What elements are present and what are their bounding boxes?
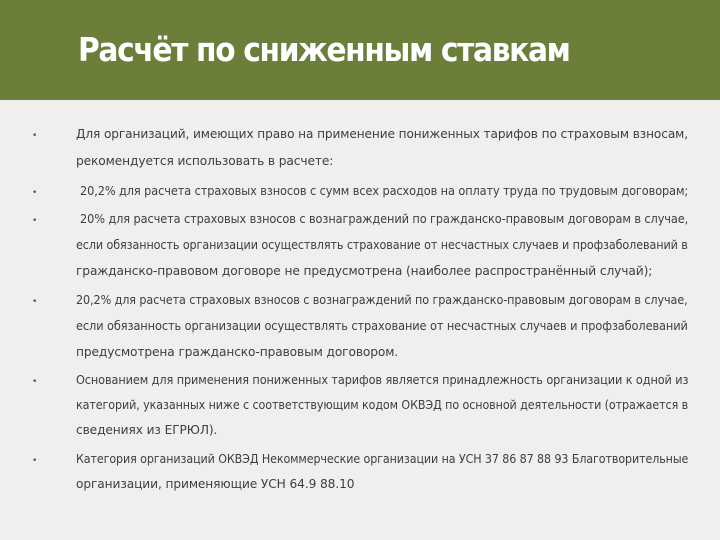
item-4-line-1: 20,2% для расчета страховых взносов с вознаграждений по гражданско-правовым договорам в случае,: [76, 293, 688, 307]
bullet-marker: •: [32, 456, 38, 466]
item-5-line-1: Основанием для применения пониженных тарифов является принадлежность организации к одной из: [76, 373, 689, 387]
item-6-line-2: организации, применяющие УСН 64.9 88.10: [76, 477, 355, 491]
item-5-line-3: сведениях из ЕГРЮЛ).: [76, 423, 218, 437]
item-1-line-1: Для организаций, имеющих право на применение пониженных тарифов по страховым взносам,: [76, 127, 688, 141]
item-3-line-3: гражданско-правовом договоре не предусмотрена (наиболее распространённый случай);: [76, 264, 653, 278]
bullet-marker: •: [32, 188, 38, 198]
item-6-line-1: Категория организаций ОКВЭД Некоммерческие организации на УСН 37 86 87 88 93 Благотворительные: [76, 452, 689, 466]
item-5-line-2: категорий, указанных ниже с соответствующим кодом ОКВЭД по основной деятельности (отражается в: [76, 398, 689, 412]
item-3-line-2: если обязанность организации осуществлять страхование от несчастных случаев и профзаболеваний в: [76, 238, 688, 252]
bullet-marker: •: [32, 216, 38, 226]
slide-title: Расчёт по сниженным ставкам: [78, 30, 570, 69]
bullet-marker: •: [32, 131, 38, 141]
item-4-line-3: предусмотрена гражданско-правовым договором.: [76, 345, 399, 359]
bullet-marker: •: [32, 377, 38, 387]
title-bar: [0, 0, 720, 100]
item-1-line-2: рекомендуется использовать в расчете:: [76, 154, 334, 168]
item-3-line-1: 20% для расчета страховых взносов с вознаграждений по гражданско-правовым договорам в случае,: [80, 212, 689, 226]
item-2-line-1: 20,2% для расчета страховых взносов с сумм всех расходов на оплату труда по трудовым договорам;: [80, 184, 689, 198]
item-4-line-2: если обязанность организации осуществлять страхование от несчастных случаев и профзаболеваний: [76, 319, 688, 333]
bullet-marker: •: [32, 297, 38, 307]
